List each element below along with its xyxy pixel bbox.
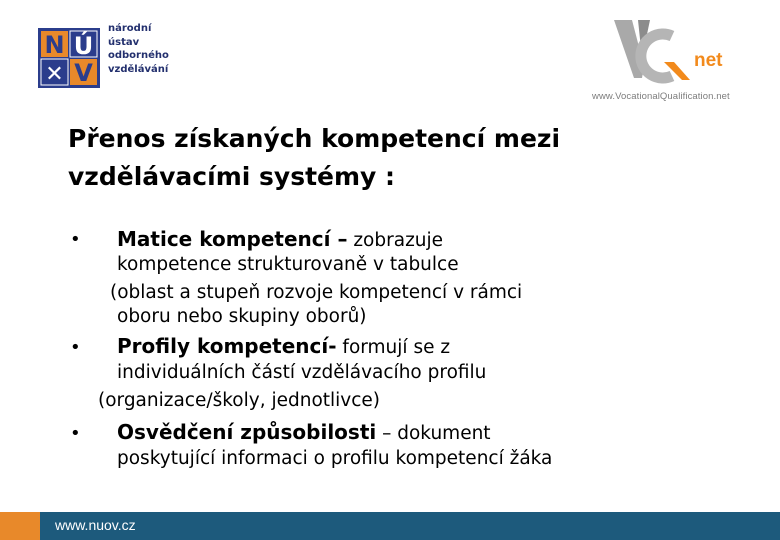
nuov-name-line: vzdělávání — [108, 63, 169, 75]
bullet-term: Osvědčení způsobilosti — [117, 420, 377, 444]
svg-text:Ú: Ú — [73, 32, 94, 60]
bullet-first-line — [117, 228, 443, 252]
bullet-term: Matice kompetencí – — [117, 227, 348, 251]
footer-url[interactable]: www.nuov.cz — [55, 517, 136, 533]
footer-accent — [0, 512, 40, 540]
title-line: Přenos získaných kompetencí mezi — [68, 124, 561, 153]
svg-text:V: V — [74, 59, 93, 87]
bullet-text: formují se z — [336, 337, 451, 358]
bullet-first-line — [117, 335, 450, 359]
nuov-logo — [38, 28, 100, 88]
footer-bar — [40, 512, 780, 540]
title-line: vzdělávacími systémy : — [68, 162, 396, 191]
bullet-line: oboru nebo skupiny oborů) — [117, 306, 367, 327]
bullet-line: (organizace/školy, jednotlivce) — [98, 390, 381, 411]
bullet-symbol: • — [70, 337, 81, 358]
bullet-line: kompetence strukturovaně v tabulce — [117, 254, 459, 275]
bullet-term: Profily kompetencí- — [117, 334, 337, 358]
bullet-line: poskytující informaci o profilu kompetencí žáka — [117, 448, 553, 469]
vqnet-logo — [612, 18, 742, 90]
bullet-line: (oblast a stupeň rozvoje kompetencí v rámci — [110, 282, 523, 303]
bullet-symbol: • — [70, 423, 81, 444]
svg-text:N: N — [44, 31, 65, 59]
vq-net-text: net — [694, 50, 723, 71]
svg-text:✕: ✕ — [45, 62, 64, 87]
nuov-name — [108, 22, 169, 76]
nuov-name-line: národní — [108, 23, 152, 34]
bullet-text: – dokument — [376, 423, 491, 444]
bullet-symbol: • — [70, 229, 81, 250]
bullet-first-line — [117, 421, 491, 445]
nuov-name-line: ústav — [108, 36, 140, 48]
page-title — [68, 120, 758, 196]
nuov-name-line: odborného — [108, 50, 169, 61]
bullet-text: zobrazuje — [347, 230, 444, 251]
vq-url: www.VocationalQualification.net — [592, 91, 730, 102]
bullet-line: individuálních částí vzdělávacího profilu — [117, 362, 487, 383]
